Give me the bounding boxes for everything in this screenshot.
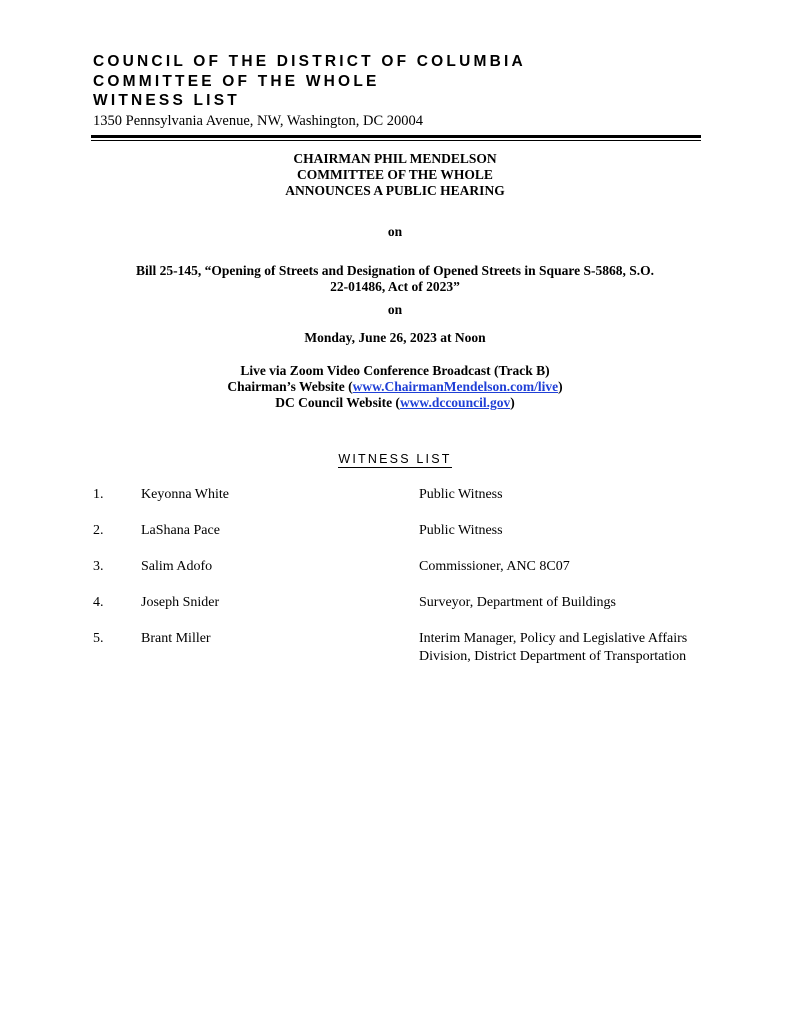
letterhead-divider-thick [91, 135, 701, 138]
hearing-announcement [80, 151, 710, 199]
bill-title-line-2: 22-01486, Act of 2023” [330, 279, 460, 294]
list-item [0, 594, 791, 630]
bill-title [80, 263, 710, 295]
witness-number: 4. [93, 595, 104, 610]
chairman-website-prefix: Chairman’s Website ( [227, 379, 353, 394]
witness-name: LaShana Pace [141, 523, 220, 538]
council-website-prefix: DC Council Website ( [275, 395, 400, 410]
council-website-line [80, 395, 710, 411]
broadcast-line: Live via Zoom Video Conference Broadcast (Track B) [240, 363, 550, 378]
witness-name: Salim Adofo [141, 559, 213, 574]
witness-number: 2. [93, 523, 104, 538]
witness-role: Public Witness [419, 487, 503, 502]
document-type: WITNESS LIST [93, 92, 240, 109]
on-connector-1: on [387, 224, 403, 239]
witness-role: Public Witness [419, 523, 503, 538]
chairman-website-line [80, 379, 710, 395]
witness-list-heading-text: WITNESS LIST [338, 452, 452, 466]
witness-list-heading [80, 451, 710, 467]
witness-number: 1. [93, 487, 104, 502]
list-item [0, 558, 791, 594]
list-item [0, 630, 791, 686]
chairman-line: CHAIRMAN PHIL MENDELSON [293, 151, 497, 166]
witness-number: 3. [93, 559, 104, 574]
list-item [0, 522, 791, 558]
list-item [0, 486, 791, 522]
chairman-website-suffix: ) [558, 379, 563, 394]
letterhead [93, 52, 713, 130]
witness-name: Joseph Snider [141, 595, 220, 610]
council-website-suffix: ) [510, 395, 515, 410]
letterhead-divider-thin [91, 140, 701, 141]
witness-name: Brant Miller [141, 631, 211, 646]
hearing-date: Monday, June 26, 2023 at Noon [304, 330, 486, 345]
witness-role: Commissioner, ANC 8C07 [419, 559, 570, 574]
bill-title-line-1: Bill 25-145, “Opening of Streets and Designation of Opened Streets in Square S-5868, S.O. [136, 263, 654, 278]
witness-name: Keyonna White [141, 487, 229, 502]
committee-line: COMMITTEE OF THE WHOLE [297, 167, 493, 182]
broadcast-info [80, 363, 710, 411]
witness-number: 5. [93, 631, 104, 646]
witness-list [0, 486, 791, 686]
committee-name: COMMITTEE OF THE WHOLE [93, 72, 380, 90]
chairman-website-link[interactable]: www.ChairmanMendelson.com/live [352, 379, 559, 394]
witness-role: Interim Manager, Policy and Legislative Affairs Division, District Department of Transportation [419, 631, 688, 664]
council-name: COUNCIL OF THE DISTRICT OF COLUMBIA [93, 53, 526, 70]
witness-role: Surveyor, Department of Buildings [419, 595, 616, 610]
on-connector-2: on [387, 302, 403, 317]
announces-line: ANNOUNCES A PUBLIC HEARING [285, 183, 505, 198]
council-website-link[interactable]: www.dccouncil.gov [399, 395, 511, 410]
council-address: 1350 Pennsylvania Avenue, NW, Washington, DC 20004 [93, 112, 424, 129]
